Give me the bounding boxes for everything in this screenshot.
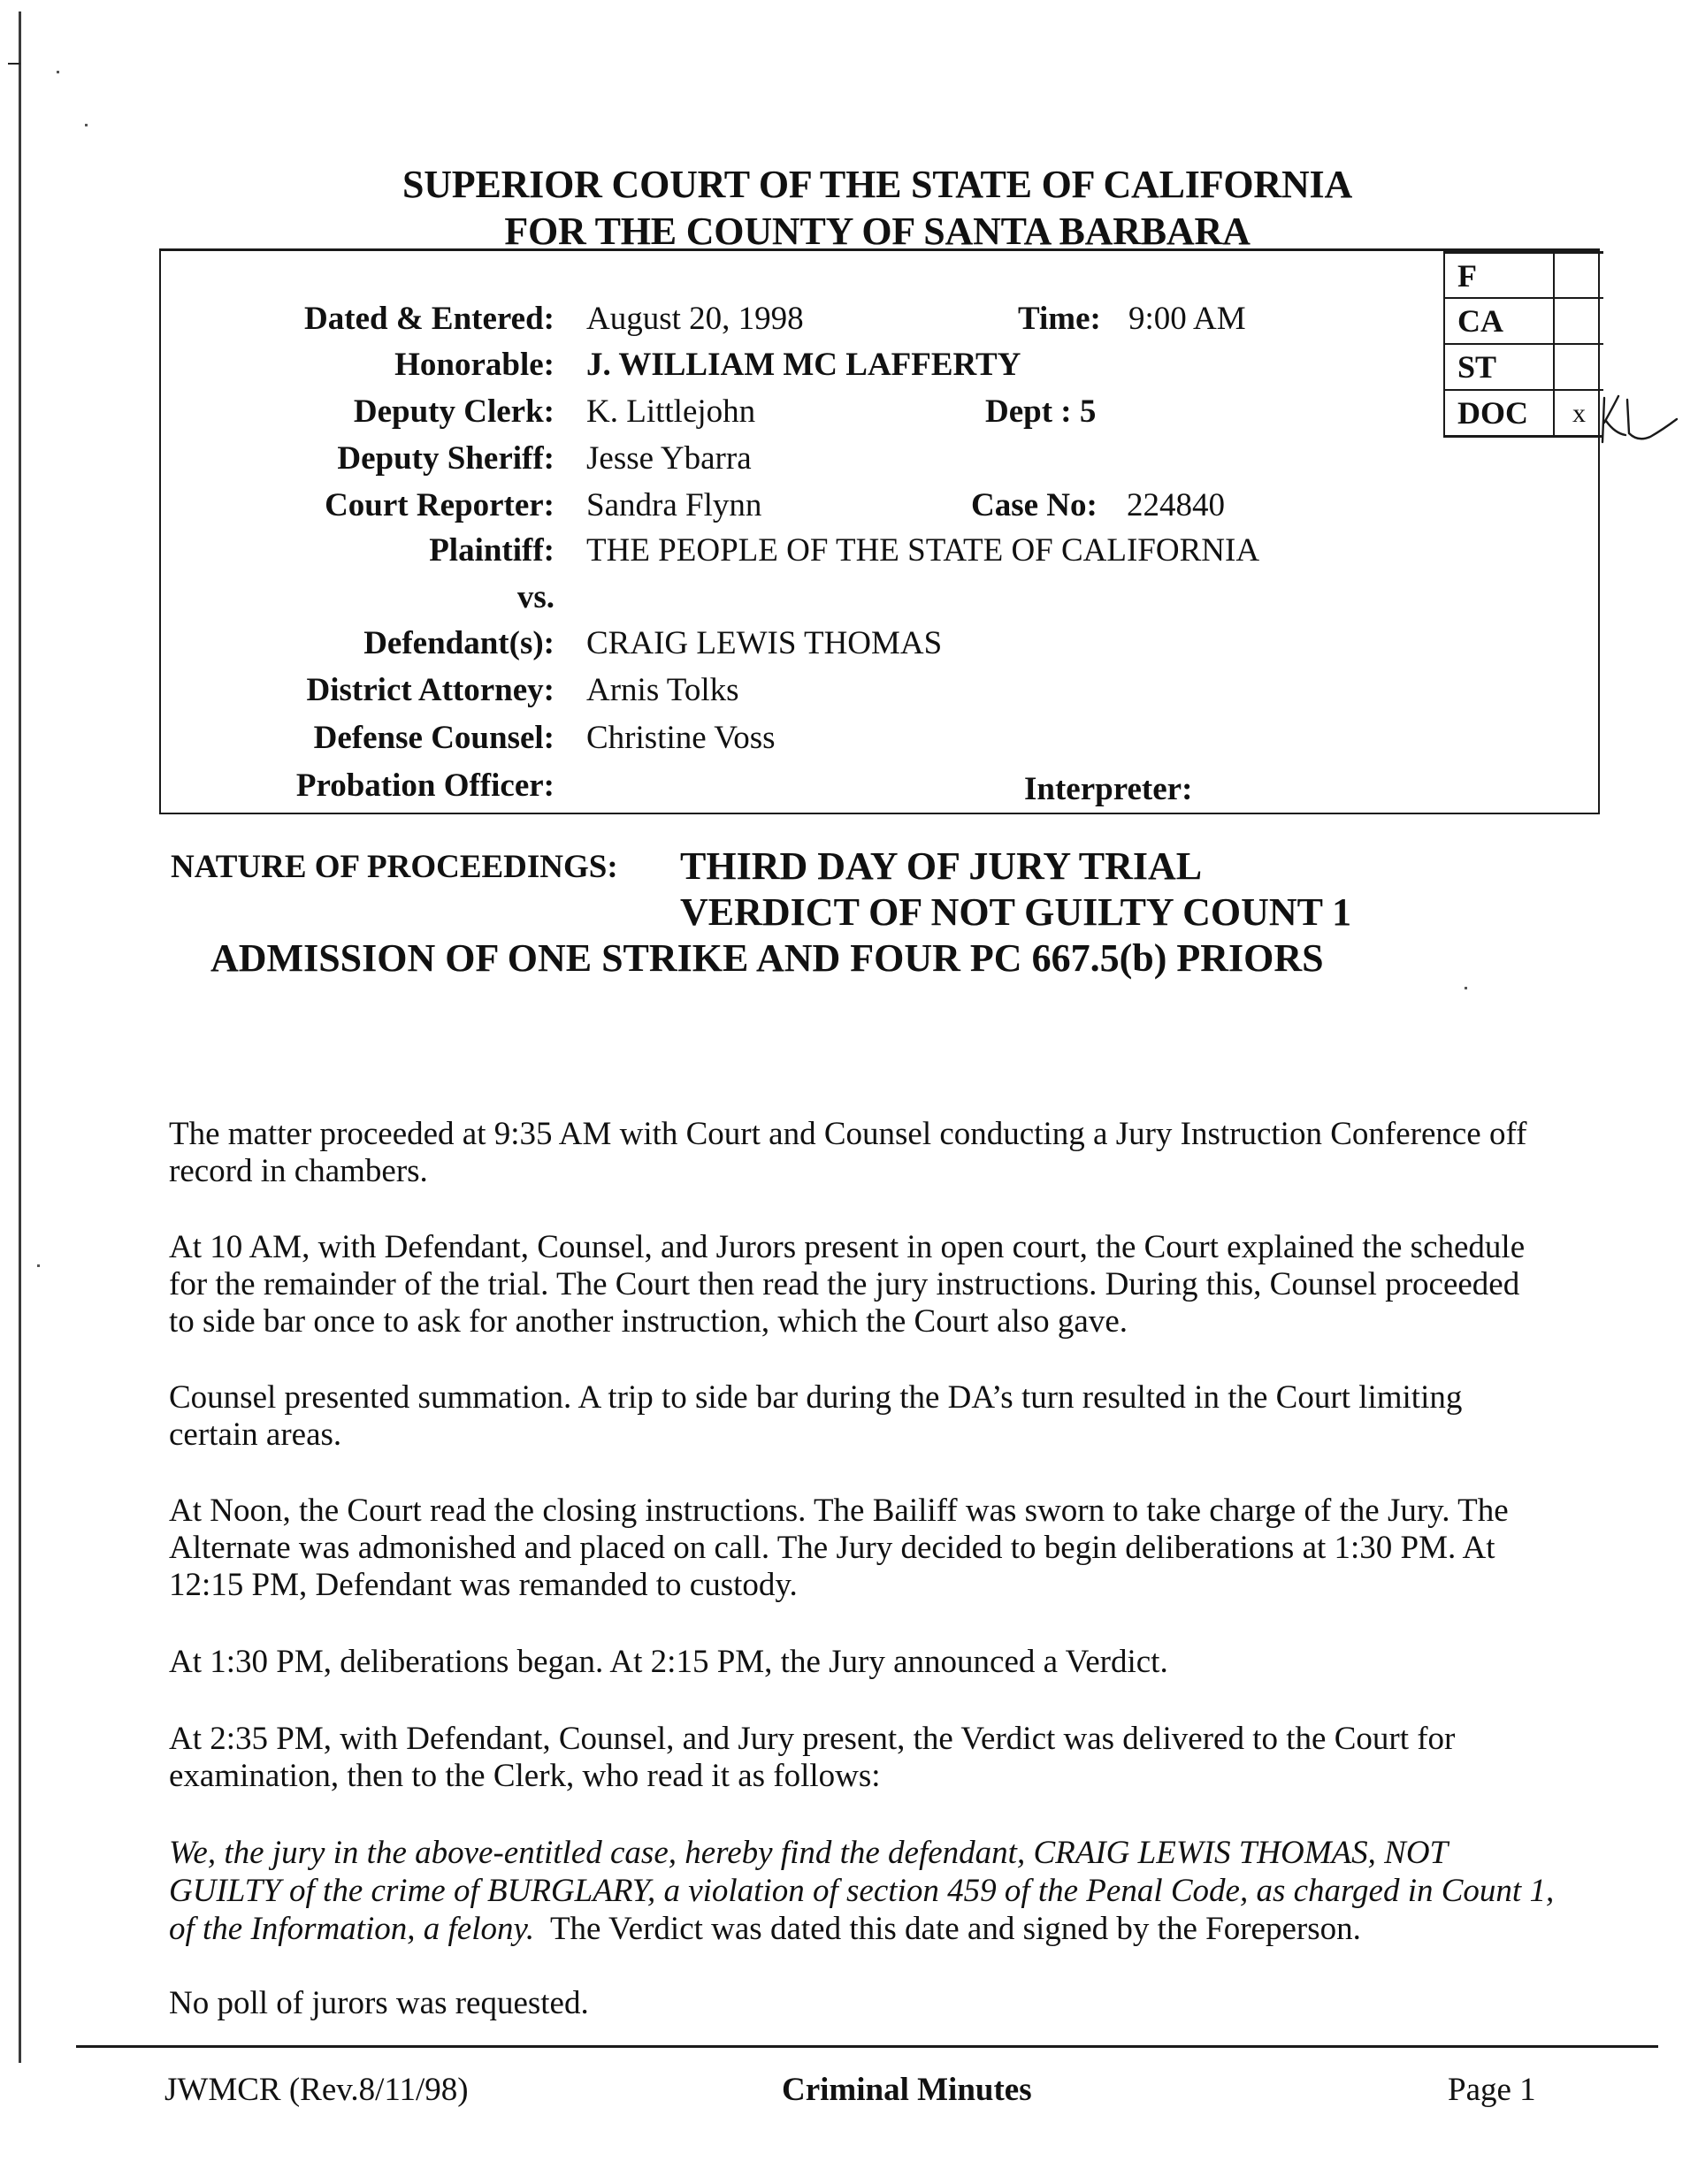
verdict-regular-text: The Verdict was dated this date and signed by the Foreperson.: [534, 1911, 1361, 1947]
body-line: to side bar once to ask for another instruction, which the Court also gave.: [169, 1303, 1128, 1340]
closing-line: No poll of jurors was requested.: [169, 1985, 589, 2021]
grid-label-f: F: [1445, 254, 1555, 297]
footer-page-number: Page 1: [1448, 2072, 1536, 2108]
case-no-label: Case No:: [971, 487, 1098, 523]
plaintiff-label: Plaintiff:: [429, 532, 555, 569]
dept-label: Dept : 5: [985, 393, 1097, 430]
footer-divider: [76, 2045, 1658, 2048]
district-attorney-value: Arnis Tolks: [586, 672, 739, 708]
verdict-line: [169, 1913, 1361, 1945]
body-line: certain areas.: [169, 1417, 342, 1453]
court-reporter-label: Court Reporter:: [325, 487, 555, 523]
interpreter-label: Interpreter:: [1024, 771, 1193, 807]
defendant-value: CRAIG LEWIS THOMAS: [586, 625, 943, 661]
grid-row-doc: [1445, 389, 1603, 435]
body-line: At 2:35 PM, with Defendant, Counsel, and Jury present, the Verdict was delivered to the Court for: [169, 1721, 1456, 1757]
dated-entered-label: Dated & Entered:: [304, 301, 555, 337]
body-line: Counsel presented summation. A trip to side bar during the DA’s turn resulted in the Court limiting: [169, 1379, 1463, 1416]
grid-checkbox-doc[interactable]: x: [1572, 399, 1586, 428]
nature-line: VERDICT OF NOT GUILTY COUNT 1: [680, 890, 1352, 934]
court-title: SUPERIOR COURT OF THE STATE OF CALIFORNIA: [402, 163, 1353, 206]
deputy-sheriff-value: Jesse Ybarra: [586, 440, 752, 477]
grid-label-doc: DOC: [1445, 391, 1555, 435]
grid-row-f: [1445, 251, 1603, 297]
body-line: 12:15 PM, Defendant was remanded to custody.: [169, 1567, 798, 1603]
scan-tick-mark: [8, 63, 20, 65]
grid-label-ca: CA: [1445, 299, 1555, 343]
nature-label: NATURE OF PROCEEDINGS:: [171, 849, 618, 885]
body-line: examination, then to the Clerk, who read it as follows:: [169, 1758, 881, 1794]
scan-speck: [57, 71, 59, 73]
deputy-clerk-label: Deputy Clerk:: [353, 393, 555, 430]
grid-label-st: ST: [1445, 345, 1555, 389]
body-line: The matter proceeded at 9:35 AM with Court and Counsel conducting a Jury Instruction Conference off: [169, 1116, 1527, 1152]
case-no-value: 224840: [1127, 487, 1225, 523]
defendant-label: Defendant(s):: [363, 625, 555, 661]
nature-line: ADMISSION OF ONE STRIKE AND FOUR PC 667.5(b) PRIORS: [210, 936, 1324, 980]
grid-checkbox-st[interactable]: [1555, 345, 1603, 389]
time-value: 9:00 AM: [1128, 301, 1246, 337]
defense-counsel-label: Defense Counsel:: [313, 720, 555, 756]
verdict-italic-text: of the Information, a felony.: [169, 1911, 535, 1947]
grid-row-st: [1445, 343, 1603, 389]
versus-label: vs.: [516, 579, 555, 615]
body-line: At Noon, the Court read the closing instructions. The Bailiff was sworn to take charge of the Jury. The: [169, 1493, 1509, 1529]
court-reporter-value: Sandra Flynn: [586, 487, 762, 523]
scan-edge-line: [19, 11, 21, 2063]
scan-speck: [37, 1264, 40, 1267]
deputy-sheriff-label: Deputy Sheriff:: [337, 440, 555, 477]
scan-speck: [1465, 987, 1467, 989]
scan-speck: [85, 124, 88, 126]
deputy-clerk-value: K. Littlejohn: [586, 393, 756, 430]
honorable-value: J. WILLIAM MC LAFFERTY: [586, 347, 1021, 383]
nature-line: THIRD DAY OF JURY TRIAL: [680, 844, 1203, 888]
county-title: FOR THE COUNTY OF SANTA BARBARA: [504, 210, 1251, 253]
body-line: At 1:30 PM, deliberations began. At 2:15 PM, the Jury announced a Verdict.: [169, 1644, 1168, 1680]
verdict-line: We, the jury in the above-entitled case, hereby find the defendant, CRAIG LEWIS THOMAS, NOT: [169, 1835, 1449, 1871]
body-line: for the remainder of the trial. The Court then read the jury instructions. During this, Counsel proceeded: [169, 1266, 1520, 1302]
honorable-label: Honorable:: [394, 347, 555, 383]
distribution-grid: [1443, 251, 1603, 438]
body-line: Alternate was admonished and placed on call. The Jury decided to begin deliberations at 1:30 PM. At: [169, 1530, 1495, 1566]
handwritten-initials-icon: [1599, 380, 1687, 451]
dated-entered-value: August 20, 1998: [586, 301, 804, 337]
body-line: At 10 AM, with Defendant, Counsel, and Jurors present in open court, the Court explained the schedule: [169, 1229, 1526, 1265]
plaintiff-value: THE PEOPLE OF THE STATE OF CALIFORNIA: [586, 532, 1260, 569]
district-attorney-label: District Attorney:: [306, 672, 555, 708]
verdict-line: GUILTY of the crime of BURGLARY, a violation of section 459 of the Penal Code, as charged in Count 1,: [169, 1873, 1555, 1909]
probation-officer-label: Probation Officer:: [295, 767, 555, 804]
defense-counsel-value: Christine Voss: [586, 720, 776, 756]
grid-row-ca: [1445, 297, 1603, 343]
body-line: record in chambers.: [169, 1153, 428, 1189]
time-label: Time:: [1018, 301, 1101, 337]
grid-checkbox-ca[interactable]: [1555, 299, 1603, 343]
footer-form-id: JWMCR (Rev.8/11/98): [164, 2072, 469, 2108]
grid-checkbox-f[interactable]: [1555, 254, 1603, 297]
footer-title: Criminal Minutes: [782, 2072, 1032, 2108]
